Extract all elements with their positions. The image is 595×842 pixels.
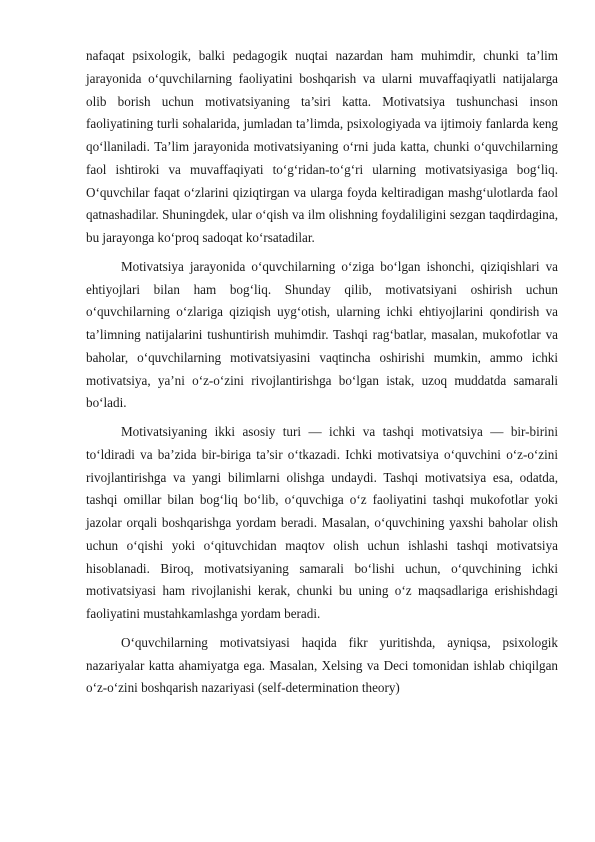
paragraph-continuation: nafaqat psixologik, balki pedagogik nuqtai nazardan ham muhimdir, chunki ta’lim jarayonida o‘quvchilarning faoliyatini boshqarish va ularni muvaffaqiyatli natijalarga olib borish uchun motivatsiyaning ta’siri katta. Motivatsiya tushunchasi inson faoliyatining turli sohalarida, jumladan ta’limda, psixologiyada va ijtimoiy fanlarda keng qo‘llaniladi. Ta’lim jarayonida motivatsiyaning o‘rni juda katta, chunki o‘quvchilarning faol ishtiroki va muvaffaqiyati to‘g‘ridan-to‘g‘ri ularning motivatsiyasiga bog‘liq. O‘quvchilar faqat o‘zlarini qiziqtirgan va ularga foyda keltiradigan mashg‘ulotlarda faol qatnashadilar. Shuningdek, ular o‘qish va ilm olishning foydaliligini sezgan taqdirdagina, bu jarayonga ko‘proq sadoqat ko‘rsatadilar. <box>86 48 558 245</box>
paragraph-motivation-types: Motivatsiyaning ikki asosiy turi — ichki va tashqi motivatsiya — bir-birini to‘ldiradi va ba’zida bir-biriga ta’sir o‘tkazadi. Ichki motivatsiya o‘quvchini o‘z-o‘zini rivojlantirishga va yangi bilimlarni olishga undaydi. Tashqi motivatsiya esa, odatda, tashqi omillar bilan bog‘liq bo‘lib, o‘quvchiga o‘z faoliyatini tashqi mukofotlar yoki jazolar orqali boshqarishga yordam beradi. Masalan, o‘quvchining yaxshi baholar olish uchun o‘qishi yoki o‘qituvchidan maqtov olish uchun ishlashi tashqi motivatsiya hisoblanadi. Biroq, motivatsiyaning samarali bo‘lishi uchun, o‘quvchining ichki motivatsiyasi ham rivojlanishi kerak, chunki bu uning o‘z maqsadlariga erishishdagi faoliyatini mustahkamlashga yordam beradi. <box>86 424 558 621</box>
paragraph-motivation-trust: Motivatsiya jarayonida o‘quvchilarning o‘ziga bo‘lgan ishonchi, qiziqishlari va ehtiyojlari bilan ham bog‘liq. Shunday qilib, motivatsiyani oshirish uchun o‘quvchilarning o‘zlariga qiziqish uyg‘otish, ularning ichki ehtiyojlarini qondirish va ta’limning natijalarini tushuntirish muhimdir. Tashqi rag‘batlar, masalan, mukofotlar va baholar, o‘quvchilarning motivatsiyasini vaqtincha oshirishi mumkin, ammo ichki motivatsiya, ya’ni o‘z-o‘zini rivojlantirishga bo‘lgan istak, uzoq muddatda samarali bo‘ladi. <box>86 258 558 411</box>
body-text <box>86 45 558 706</box>
paragraph-psychological-theories: O‘quvchilarning motivatsiyasi haqida fikr yuritishda, ayniqsa, psixologik nazariyalar katta ahamiyatga ega. Masalan, Xelsing va Deci tomonidan ishlab chiqilgan o‘z-o‘zini boshqarish nazariyasi (self-determination theory) <box>86 634 558 696</box>
